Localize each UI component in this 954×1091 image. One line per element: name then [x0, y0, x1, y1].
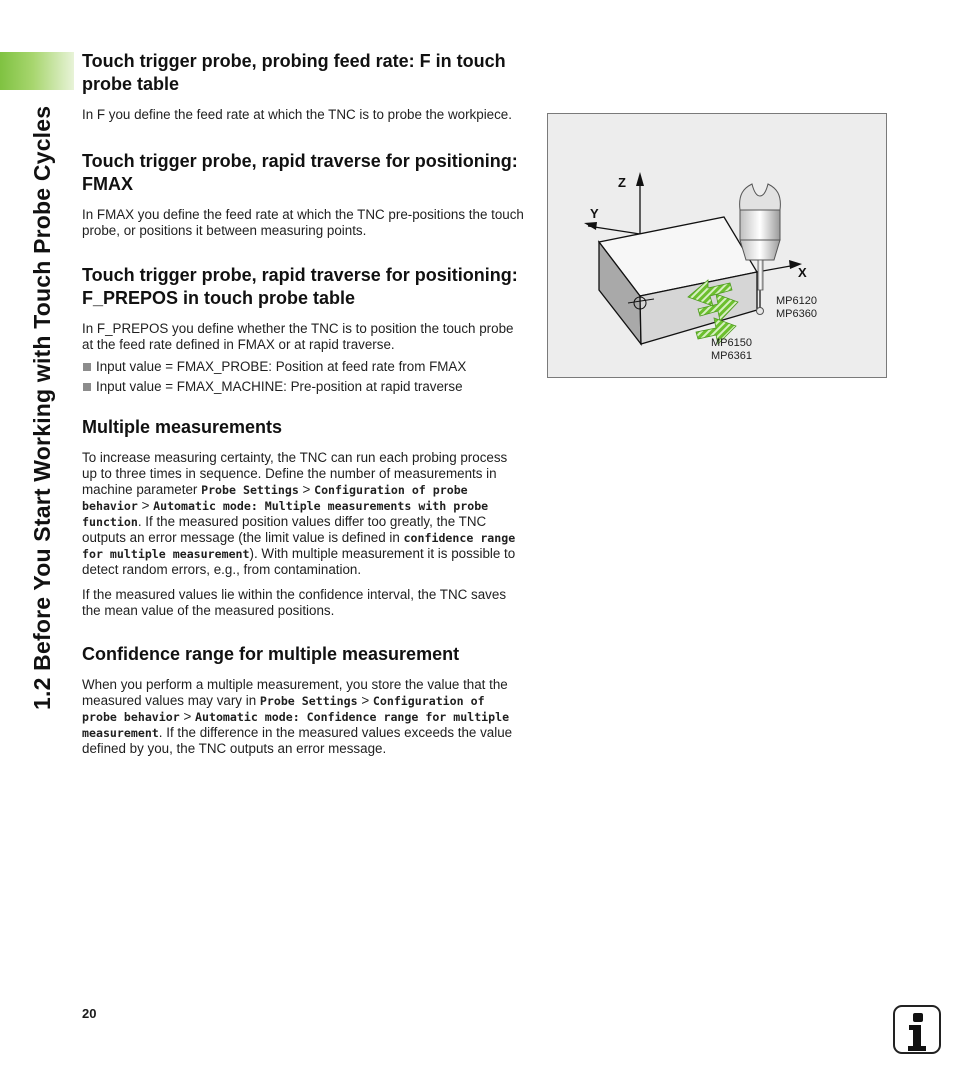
- param-code: Probe Settings: [201, 483, 299, 497]
- bullet-square-icon: [83, 363, 91, 371]
- main-content: [82, 50, 524, 757]
- bullet-text: Input value = FMAX_MACHINE: Pre-position at rapid traverse: [96, 379, 463, 394]
- label-mp6361: MP6361: [711, 350, 752, 362]
- probe-ball-icon: [757, 308, 764, 315]
- label-mp6150: MP6150: [711, 337, 752, 349]
- param-code: confidence range for multiple measurement: [82, 531, 516, 561]
- heading-feed-rate: Touch trigger probe, probing feed rate: F in touch probe table: [82, 51, 506, 94]
- heading-f-prepos: Touch trigger probe, rapid traverse for positioning: F_PREPOS in touch probe table: [82, 265, 518, 308]
- label-mp6360: MP6360: [776, 308, 817, 320]
- bullet-square-icon: [83, 383, 91, 391]
- text-confidence-range: [82, 677, 524, 757]
- info-stem-icon: [907, 1025, 927, 1051]
- axis-label-x: X: [798, 265, 807, 280]
- text-feed-rate: In F you define the feed rate at which the TNC is to probe the workpiece.: [82, 107, 512, 122]
- info-icon[interactable]: [893, 1005, 941, 1054]
- text-run: ). With multiple measurement it is possible to detect random errors, e.g., from contamination.: [82, 546, 516, 577]
- heading-multiple-measurements: Multiple measurements: [82, 417, 283, 437]
- text-run: >: [179, 709, 195, 724]
- z-axis-arrow-icon: [636, 172, 644, 186]
- heading-fmax: Touch trigger probe, rapid traverse for positioning: FMAX: [82, 151, 518, 194]
- text-run: To increase measuring certainty, the TNC can run each probing process up to three times in sequence. Define the number of measurements in machine parameter: [82, 450, 508, 497]
- probe-diagram: [548, 114, 886, 377]
- text-confidence-interval: If the measured values lie within the confidence interval, the TNC saves the mean value of the measured positions.: [82, 587, 507, 618]
- bullet-text: Input value = FMAX_PROBE: Position at feed rate from FMAX: [96, 359, 467, 374]
- text-run: >: [357, 693, 373, 708]
- probe-head-icon: [740, 184, 781, 210]
- param-code: Automatic mode: Multiple measurements with probe function: [82, 499, 489, 529]
- info-dot: [913, 1013, 923, 1022]
- label-mp6120: MP6120: [776, 295, 817, 307]
- touch-probe-figure: [547, 113, 887, 378]
- text-run: . If the measured position values differ too greatly, the TNC outputs an error message (the limit value is defined in: [82, 514, 487, 545]
- param-code: Probe Settings: [259, 694, 358, 708]
- text-f-prepos: In F_PREPOS you define whether the TNC is to position the touch probe at the feed rate defined in FMAX or at rapid traverse.: [82, 321, 514, 352]
- bullet-fmax-machine: [82, 379, 524, 395]
- text-fmax: In FMAX you define the feed rate at which the TNC pre-positions the touch probe, or positions it between measuring points.: [82, 207, 524, 238]
- param-code: Configuration of probe behavior: [82, 483, 468, 513]
- text-run: . If the difference in the measured values exceeds the value defined by you, the TNC outputs an error message.: [82, 725, 513, 756]
- probe-taper: [740, 240, 780, 260]
- text-multiple-measurements: [82, 450, 524, 578]
- text-run: >: [137, 498, 154, 513]
- y-axis-arrow-icon: [584, 222, 597, 230]
- axis-label-y: Y: [590, 206, 599, 221]
- probe-stylus: [758, 260, 763, 290]
- probe-body: [740, 210, 780, 240]
- chapter-title-vertical: 1.2 Before You Start Working with Touch Probe Cycles: [29, 105, 55, 710]
- param-code: Configuration of probe behavior: [82, 694, 485, 724]
- page-number: 20: [82, 1006, 97, 1021]
- param-code: Automatic mode: Confidence range for multiple measurement: [82, 710, 510, 740]
- axis-label-z: Z: [618, 175, 626, 190]
- text-run: >: [298, 482, 315, 497]
- bullet-fmax-probe: [82, 359, 524, 375]
- heading-confidence-range: Confidence range for multiple measurement: [82, 644, 460, 664]
- text-run: When you perform a multiple measurement, you store the value that the measured values may vary in: [82, 677, 508, 708]
